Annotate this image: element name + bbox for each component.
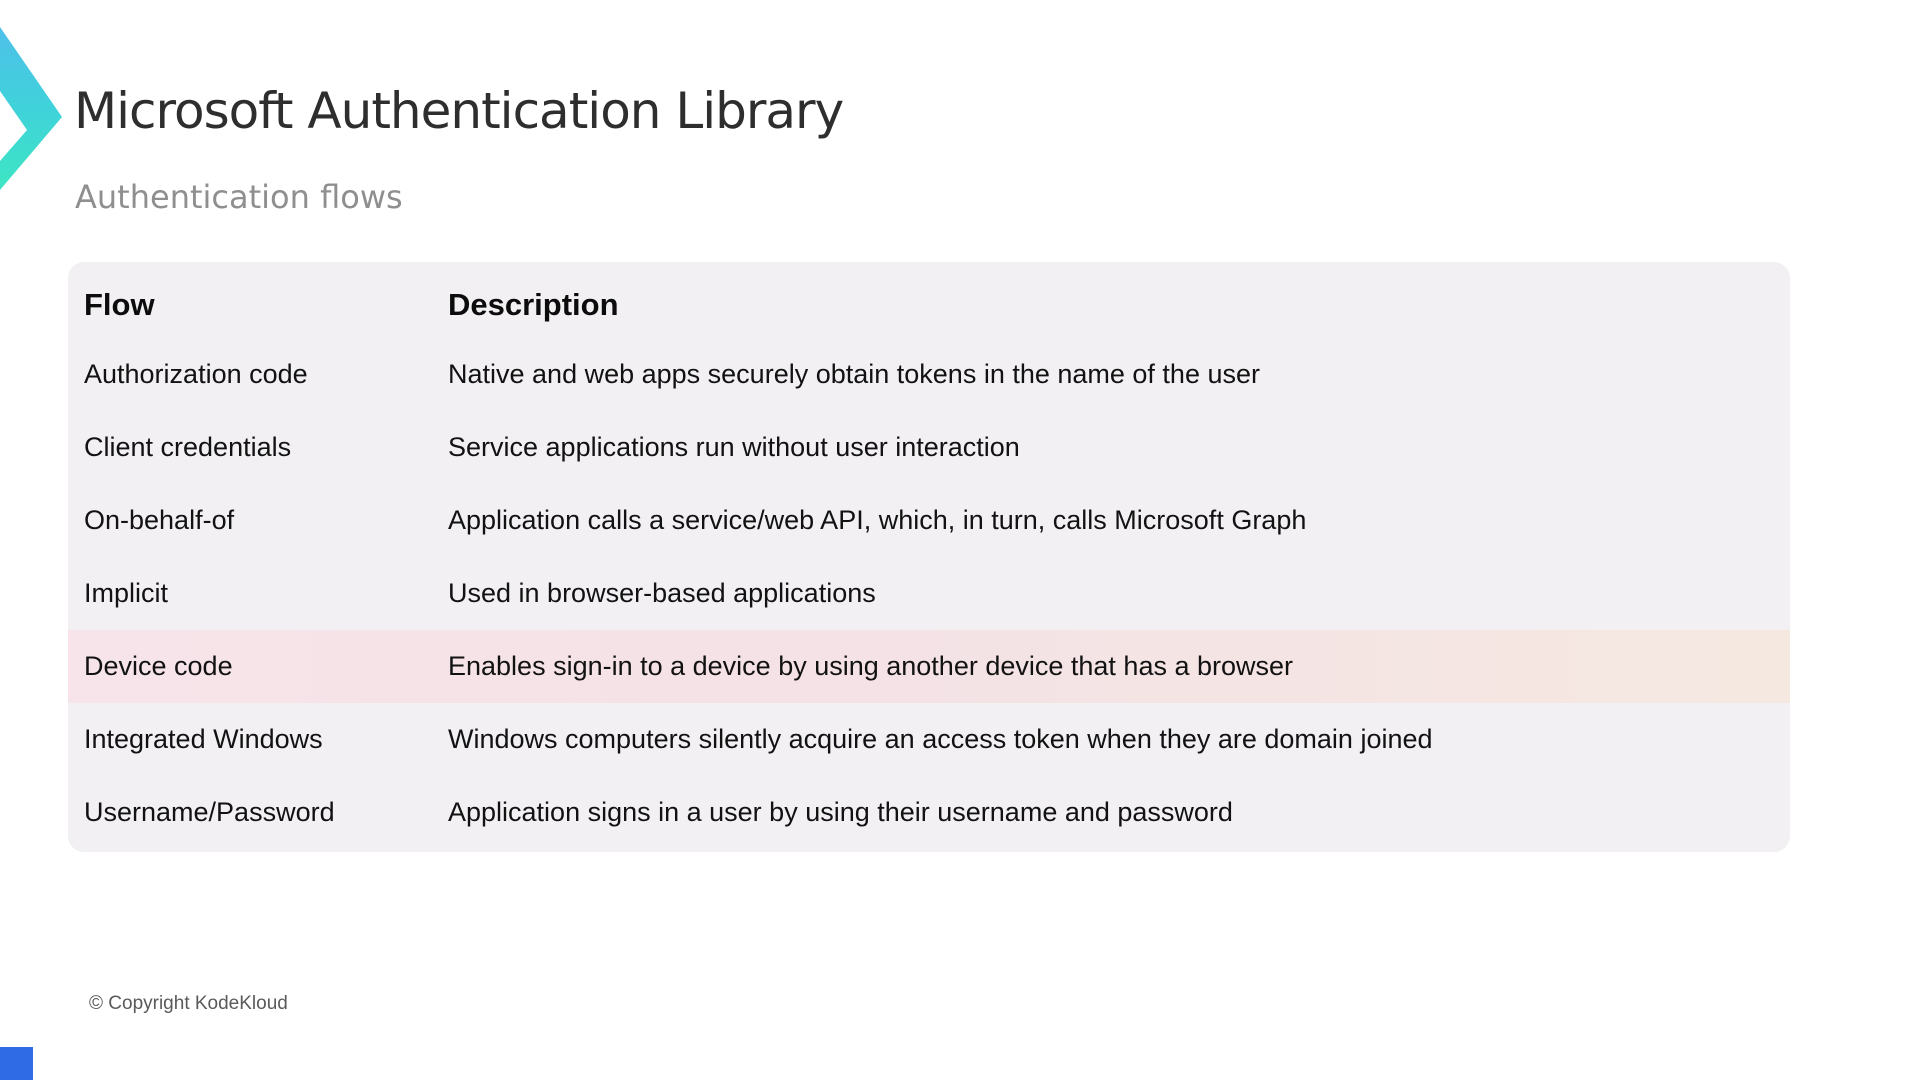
flow-cell: Device code — [84, 651, 233, 681]
flow-cell: Implicit — [84, 578, 169, 608]
copyright-text: © Copyright KodeKloud — [89, 993, 288, 1014]
flow-cell: Client credentials — [84, 432, 292, 462]
kodekloud-logo — [0, 12, 72, 204]
page-title: Microsoft Authentication Library — [74, 82, 844, 140]
description-cell: Windows computers silently acquire an access token when they are domain joined — [448, 724, 1433, 754]
page-subtitle: Authentication flows — [75, 178, 403, 216]
flow-cell: Integrated Windows — [84, 724, 323, 754]
column-header-flow: Flow — [84, 287, 155, 322]
description-cell: Used in browser-based applications — [448, 578, 876, 608]
chevron-right-icon — [0, 12, 72, 204]
table-row — [68, 703, 1790, 776]
table-header-row — [68, 272, 1790, 338]
column-header-description: Description — [448, 287, 619, 322]
corner-accent-shape — [0, 1047, 33, 1080]
table-row — [68, 776, 1790, 849]
table-row — [68, 411, 1790, 484]
flow-cell: Username/Password — [84, 797, 335, 827]
flow-cell: Authorization code — [84, 359, 308, 389]
table-body — [68, 338, 1790, 849]
description-cell: Service applications run without user interaction — [448, 432, 1020, 462]
flow-cell: On-behalf-of — [84, 505, 235, 535]
table-row — [68, 338, 1790, 411]
description-cell: Application calls a service/web API, which, in turn, calls Microsoft Graph — [448, 505, 1307, 535]
description-cell: Native and web apps securely obtain tokens in the name of the user — [448, 359, 1260, 389]
description-cell: Enables sign-in to a device by using another device that has a browser — [448, 651, 1294, 681]
description-cell: Application signs in a user by using their username and password — [448, 797, 1233, 827]
table-row — [68, 630, 1790, 703]
table-row — [68, 484, 1790, 557]
auth-flows-table — [68, 262, 1790, 852]
table-row — [68, 557, 1790, 630]
